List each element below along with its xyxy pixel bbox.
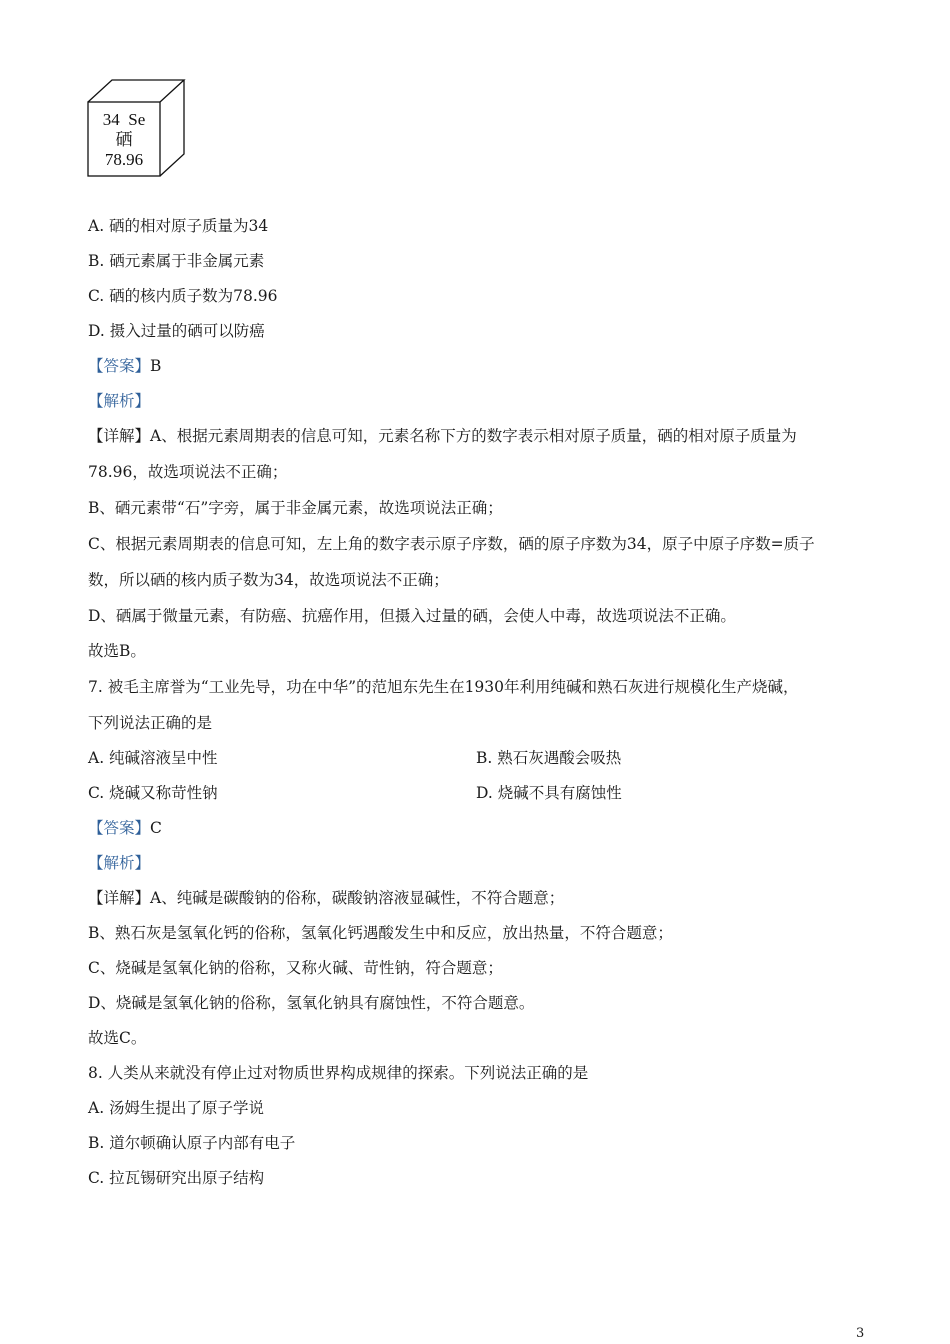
q7-stem: 下列说法正确的是 bbox=[88, 714, 213, 732]
q8-option-c: C. 拉瓦锡研究出原子结构 bbox=[88, 1169, 265, 1187]
element-symbol: Se bbox=[128, 110, 146, 129]
q6-detail-line: B、硒元素带“石”字旁，属于非金属元素，故选项说法正确； bbox=[88, 499, 503, 517]
q6-detail-line: 数，所以硒的核内质子数为34，故选项说法不正确； bbox=[88, 571, 449, 589]
q7-option-b: B. 熟石灰遇酸会吸热 bbox=[476, 749, 622, 767]
element-tile bbox=[86, 78, 188, 178]
q8-option-a: A. 汤姆生提出了原子学说 bbox=[88, 1099, 265, 1117]
q6-option-d: D. 摄入过量的硒可以防癌 bbox=[88, 322, 265, 340]
q6-detail-line: 78.96，故选项说法不正确； bbox=[88, 463, 288, 481]
q6-detail-line: D、硒属于微量元素，有防癌、抗癌作用，但摄入过量的硒，会使人中毒，故选项说法不正确。 bbox=[88, 607, 736, 625]
atomic-mass: 78.96 bbox=[104, 150, 144, 169]
detail-label: 【详解】 bbox=[88, 427, 151, 445]
q6-conclusion: 故选B。 bbox=[88, 642, 146, 660]
q7-detail-line: D、烧碱是氢氧化钠的俗称，氢氧化钠具有腐蚀性，不符合题意。 bbox=[88, 994, 535, 1012]
q8-option-b: B. 道尔顿确认原子内部有电子 bbox=[88, 1134, 296, 1152]
q7-stem: 7. 被毛主席誉为“工业先导，功在中华”的范旭东先生在1930年利用纯碱和熟石灰进行规模化生产烧碱， bbox=[88, 678, 799, 696]
q7-answer bbox=[88, 818, 162, 838]
page-number: 3 bbox=[856, 1326, 865, 1341]
element-name: 硒 bbox=[115, 130, 133, 149]
q7-detail-line: C、烧碱是氢氧化钠的俗称，又称火碱、苛性钠，符合题意； bbox=[88, 959, 503, 977]
q7-detail-line: B、熟石灰是氢氧化钙的俗称，氢氧化钙遇酸发生中和反应，放出热量，不符合题意； bbox=[88, 924, 673, 942]
q6-detail-line: C、根据元素周期表的信息可知，左上角的数字表示原子序数，硒的原子序数为34，原子中原子序数=质子 bbox=[88, 535, 815, 553]
answer-value: C bbox=[150, 819, 162, 837]
q6-option-b: B. 硒元素属于非金属元素 bbox=[88, 252, 265, 270]
q7-option-d: D. 烧碱不具有腐蚀性 bbox=[476, 784, 622, 802]
q6-answer bbox=[88, 356, 161, 376]
answer-label: 【答案】 bbox=[88, 819, 151, 837]
q6-option-a: A. 硒的相对原子质量为34 bbox=[88, 217, 269, 235]
q6-option-c: C. 硒的核内质子数为78.96 bbox=[88, 287, 278, 305]
q7-option-c: C. 烧碱又称苛性钠 bbox=[88, 784, 218, 802]
answer-label: 【答案】 bbox=[88, 357, 151, 375]
q7-option-a: A. 纯碱溶液呈中性 bbox=[88, 749, 218, 767]
q8-stem: 8. 人类从来就没有停止过对物质世界构成规律的探索。下列说法正确的是 bbox=[88, 1064, 589, 1082]
atomic-number: 34 bbox=[102, 110, 120, 129]
q7-detail-line: 【详解】A、纯碱是碳酸钠的俗称，碳酸钠溶液显碱性，不符合题意； bbox=[88, 889, 565, 907]
detail-label: 【详解】 bbox=[88, 889, 151, 907]
q6-detail-line: 【详解】A、根据元素周期表的信息可知，元素名称下方的数字表示相对原子质量，硒的相对原子质量为 bbox=[88, 427, 797, 445]
q7-conclusion: 故选C。 bbox=[88, 1029, 147, 1047]
q7-analysis-label: 【解析】 bbox=[88, 854, 151, 872]
answer-value: B bbox=[150, 357, 162, 375]
q6-analysis-label: 【解析】 bbox=[88, 392, 151, 410]
